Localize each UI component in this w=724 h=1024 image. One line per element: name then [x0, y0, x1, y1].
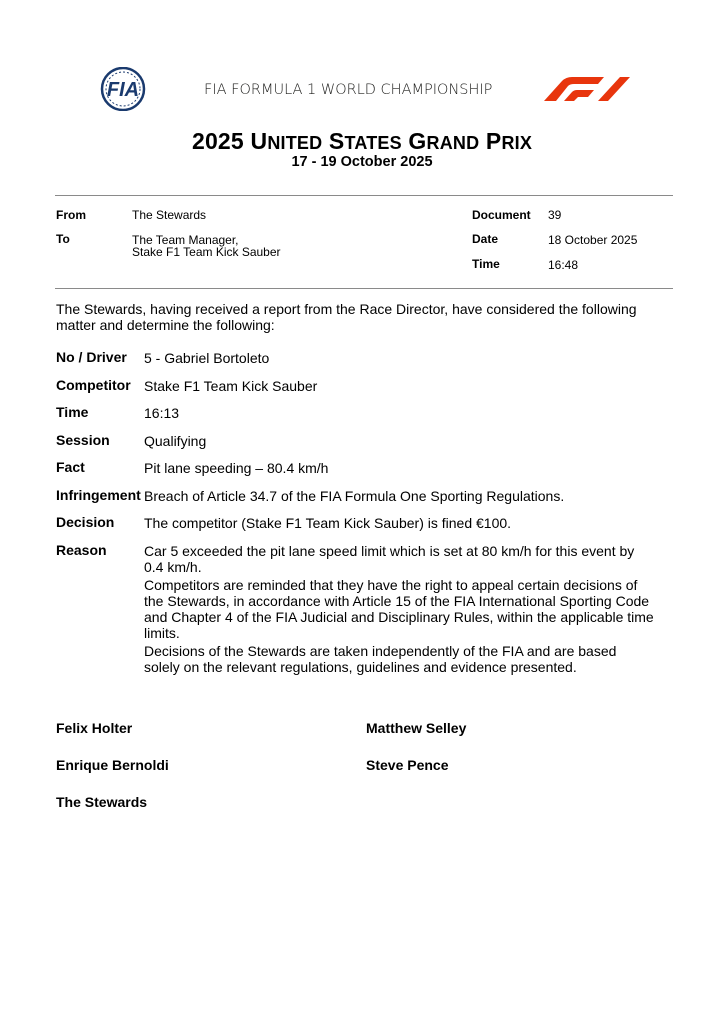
session-label: Session [56, 432, 110, 448]
driver-label: No / Driver [56, 349, 127, 365]
session-value: Qualifying [144, 433, 207, 449]
to-value-line2: Stake F1 Team Kick Sauber [132, 245, 281, 259]
event-dates: 17 - 19 October 2025 [291, 154, 433, 170]
fia-logo-text: FIA [106, 79, 140, 101]
infringement-value: Breach of Article 34.7 of the FIA Formula One Sporting Regulations. [144, 488, 565, 504]
document-label: Document [472, 208, 531, 222]
intro-paragraph: The Stewards, having received a report from the Race Director, have considered the following matter and determine the following: [56, 301, 637, 333]
time-value: 16:48 [548, 258, 579, 272]
date-label: Date [472, 232, 499, 246]
event-year: 2025 [191, 128, 244, 154]
event-name-word: UNITED [250, 128, 323, 154]
from-label: From [56, 208, 86, 222]
steward-name: Enrique Bernoldi [56, 757, 169, 773]
competitor-label: Competitor [56, 377, 131, 393]
to-label: To [56, 232, 70, 246]
document-value: 39 [548, 208, 562, 222]
event-name-word: STATES [328, 128, 402, 154]
from-value: The Stewards [132, 208, 207, 222]
date-value: 18 October 2025 [548, 233, 638, 247]
decision-label: Decision [56, 514, 115, 530]
f1-logo [542, 75, 632, 103]
stewards-closing: The Stewards [56, 794, 148, 810]
time-row-value: 16:13 [144, 405, 180, 421]
divider-top [55, 195, 673, 196]
fact-value: Pit lane speeding – 80.4 km/h [144, 460, 329, 476]
infringement-label: Infringement [56, 487, 141, 503]
steward-name: Felix Holter [56, 720, 133, 736]
divider-bottom [55, 288, 673, 289]
steward-name: Matthew Selley [366, 720, 467, 736]
driver-value: 5 - Gabriel Bortoleto [144, 350, 270, 366]
event-title [0, 128, 724, 155]
decision-value: The competitor (Stake F1 Team Kick Sauber) is fined €100. [144, 515, 512, 531]
independence-note: Decisions of the Stewards are taken independently of the FIA and are based solely on the relevant regulations, guidelines and evidence presented. [144, 643, 617, 675]
championship-name: FIA FORMULA 1 WORLD CHAMPIONSHIP [204, 82, 493, 98]
appeal-note: Competitors are reminded that they have the right to appeal certain decisions of the Stewards, in accordance with Article 15 of the FIA International Sporting Code and Chapter 4 of the FIA Judicial and Disciplinary Rules, within the applicable time limits. [144, 577, 654, 641]
reason-value: Car 5 exceeded the pit lane speed limit which is set at 80 km/h for this event by 0.4 km/h. [144, 543, 635, 575]
time-label: Time [472, 257, 500, 271]
fia-logo [92, 67, 154, 111]
competitor-value: Stake F1 Team Kick Sauber [144, 378, 318, 394]
fact-label: Fact [56, 459, 85, 475]
time-row-label: Time [56, 404, 89, 420]
reason-label: Reason [56, 542, 107, 558]
event-name-word: GRAND [408, 128, 480, 154]
event-name-word: PRIX [485, 128, 533, 154]
to-value-line1: The Team Manager, [132, 233, 239, 247]
steward-name: Steve Pence [366, 757, 449, 773]
document-header [0, 60, 724, 120]
